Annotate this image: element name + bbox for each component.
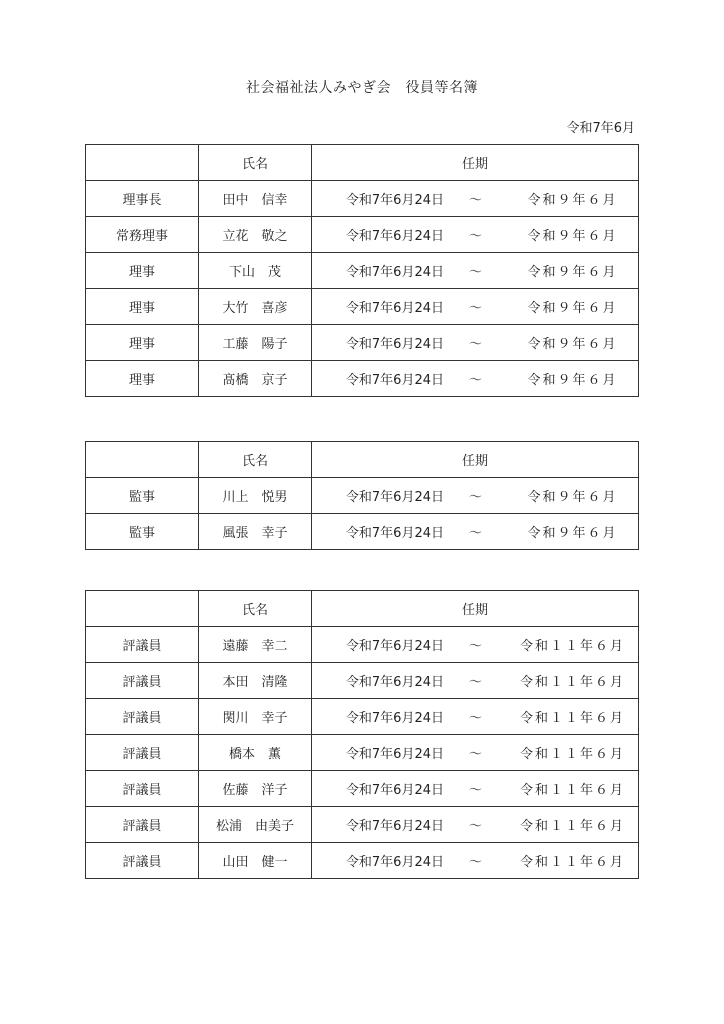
role-cell: 理事 — [86, 361, 199, 397]
table-row — [86, 771, 639, 807]
term-start: 令和7年6月24日 — [345, 490, 444, 505]
role-cell: 評議員 — [86, 843, 199, 879]
term-cell — [312, 325, 639, 361]
table-row — [86, 289, 639, 325]
term-separator: ～ — [468, 526, 482, 541]
table-row — [86, 217, 639, 253]
table-row — [86, 361, 639, 397]
name-cell: 下山 茂 — [199, 253, 312, 289]
name-cell: 田中 信幸 — [199, 181, 312, 217]
councilors-table — [85, 590, 639, 879]
header-row — [86, 591, 639, 627]
term-separator: ～ — [468, 783, 482, 798]
role-cell: 理事 — [86, 253, 199, 289]
term-cell — [312, 289, 639, 325]
name-cell: 佐藤 洋子 — [199, 771, 312, 807]
term-separator: ～ — [468, 819, 482, 834]
header-row — [86, 145, 639, 181]
term-end: 令和１１年６月 — [519, 747, 625, 762]
term-separator: ～ — [468, 490, 482, 505]
term-start: 令和7年6月24日 — [345, 301, 444, 316]
document-title: 社会福祉法人みやぎ会 役員等名簿 — [246, 80, 478, 96]
role-cell: 理事長 — [86, 181, 199, 217]
term-end: 令和１１年６月 — [519, 819, 625, 834]
term-cell — [312, 843, 639, 879]
term-start: 令和7年6月24日 — [345, 193, 444, 208]
term-end: 令和９年６月 — [527, 193, 618, 208]
header-role-cell — [86, 591, 199, 627]
term-start: 令和7年6月24日 — [345, 783, 444, 798]
term-cell — [312, 361, 639, 397]
term-start: 令和7年6月24日 — [345, 819, 444, 834]
header-name-cell: 氏名 — [199, 442, 312, 478]
name-cell: 遠藤 幸二 — [199, 627, 312, 663]
header-name-cell: 氏名 — [199, 145, 312, 181]
role-cell: 評議員 — [86, 807, 199, 843]
auditors-table — [85, 441, 639, 550]
name-cell: 髙橋 京子 — [199, 361, 312, 397]
table-row — [86, 478, 639, 514]
name-cell: 橋本 薫 — [199, 735, 312, 771]
term-end: 令和１１年６月 — [519, 855, 625, 870]
role-cell: 評議員 — [86, 699, 199, 735]
header-term-cell: 任期 — [312, 145, 639, 181]
term-separator: ～ — [468, 193, 482, 208]
term-separator: ～ — [468, 855, 482, 870]
term-cell — [312, 217, 639, 253]
name-cell: 大竹 喜彦 — [199, 289, 312, 325]
header-row — [86, 442, 639, 478]
term-start: 令和7年6月24日 — [345, 675, 444, 690]
table-row — [86, 627, 639, 663]
table-row — [86, 807, 639, 843]
table-row — [86, 699, 639, 735]
term-cell — [312, 699, 639, 735]
table-row — [86, 843, 639, 879]
term-end: 令和９年６月 — [527, 490, 618, 505]
term-start: 令和7年6月24日 — [345, 337, 444, 352]
name-cell: 本田 清隆 — [199, 663, 312, 699]
table-row — [86, 253, 639, 289]
name-cell: 風張 幸子 — [199, 514, 312, 550]
term-end: 令和１１年６月 — [519, 675, 625, 690]
term-end: 令和９年６月 — [527, 337, 618, 352]
term-start: 令和7年6月24日 — [345, 855, 444, 870]
term-cell — [312, 514, 639, 550]
header-term-cell: 任期 — [312, 591, 639, 627]
term-end: 令和１１年６月 — [519, 639, 625, 654]
term-end: 令和９年６月 — [527, 265, 618, 280]
term-start: 令和7年6月24日 — [345, 265, 444, 280]
role-cell: 評議員 — [86, 663, 199, 699]
role-cell: 常務理事 — [86, 217, 199, 253]
name-cell: 立花 敬之 — [199, 217, 312, 253]
term-separator: ～ — [468, 675, 482, 690]
term-cell — [312, 627, 639, 663]
term-separator: ～ — [468, 265, 482, 280]
term-cell — [312, 181, 639, 217]
table-row — [86, 325, 639, 361]
header-role-cell — [86, 442, 199, 478]
role-cell: 監事 — [86, 478, 199, 514]
term-end: 令和９年６月 — [527, 526, 618, 541]
term-separator: ～ — [468, 229, 482, 244]
term-cell — [312, 478, 639, 514]
term-end: 令和１１年６月 — [519, 783, 625, 798]
term-end: 令和９年６月 — [527, 229, 618, 244]
term-start: 令和7年6月24日 — [345, 373, 444, 388]
term-cell — [312, 735, 639, 771]
term-end: 令和１１年６月 — [519, 711, 625, 726]
table-row — [86, 181, 639, 217]
role-cell: 監事 — [86, 514, 199, 550]
role-cell: 理事 — [86, 325, 199, 361]
role-cell: 評議員 — [86, 771, 199, 807]
term-start: 令和7年6月24日 — [345, 639, 444, 654]
role-cell: 評議員 — [86, 735, 199, 771]
term-separator: ～ — [468, 373, 482, 388]
name-cell: 松浦 由美子 — [199, 807, 312, 843]
term-separator: ～ — [468, 747, 482, 762]
document-date: 令和7年6月 — [566, 121, 635, 136]
term-separator: ～ — [468, 301, 482, 316]
term-start: 令和7年6月24日 — [345, 526, 444, 541]
term-cell — [312, 807, 639, 843]
header-role-cell — [86, 145, 199, 181]
table-row — [86, 514, 639, 550]
term-end: 令和９年６月 — [527, 301, 618, 316]
term-separator: ～ — [468, 711, 482, 726]
term-separator: ～ — [468, 639, 482, 654]
term-separator: ～ — [468, 337, 482, 352]
term-start: 令和7年6月24日 — [345, 747, 444, 762]
header-term-cell: 任期 — [312, 442, 639, 478]
term-start: 令和7年6月24日 — [345, 229, 444, 244]
directors-table — [85, 144, 639, 397]
term-start: 令和7年6月24日 — [345, 711, 444, 726]
role-cell: 評議員 — [86, 627, 199, 663]
table-row — [86, 735, 639, 771]
name-cell: 関川 幸子 — [199, 699, 312, 735]
term-cell — [312, 663, 639, 699]
term-cell — [312, 771, 639, 807]
table-row — [86, 663, 639, 699]
term-end: 令和９年６月 — [527, 373, 618, 388]
role-cell: 理事 — [86, 289, 199, 325]
header-name-cell: 氏名 — [199, 591, 312, 627]
name-cell: 山田 健一 — [199, 843, 312, 879]
name-cell: 川上 悦男 — [199, 478, 312, 514]
name-cell: 工藤 陽子 — [199, 325, 312, 361]
term-cell — [312, 253, 639, 289]
